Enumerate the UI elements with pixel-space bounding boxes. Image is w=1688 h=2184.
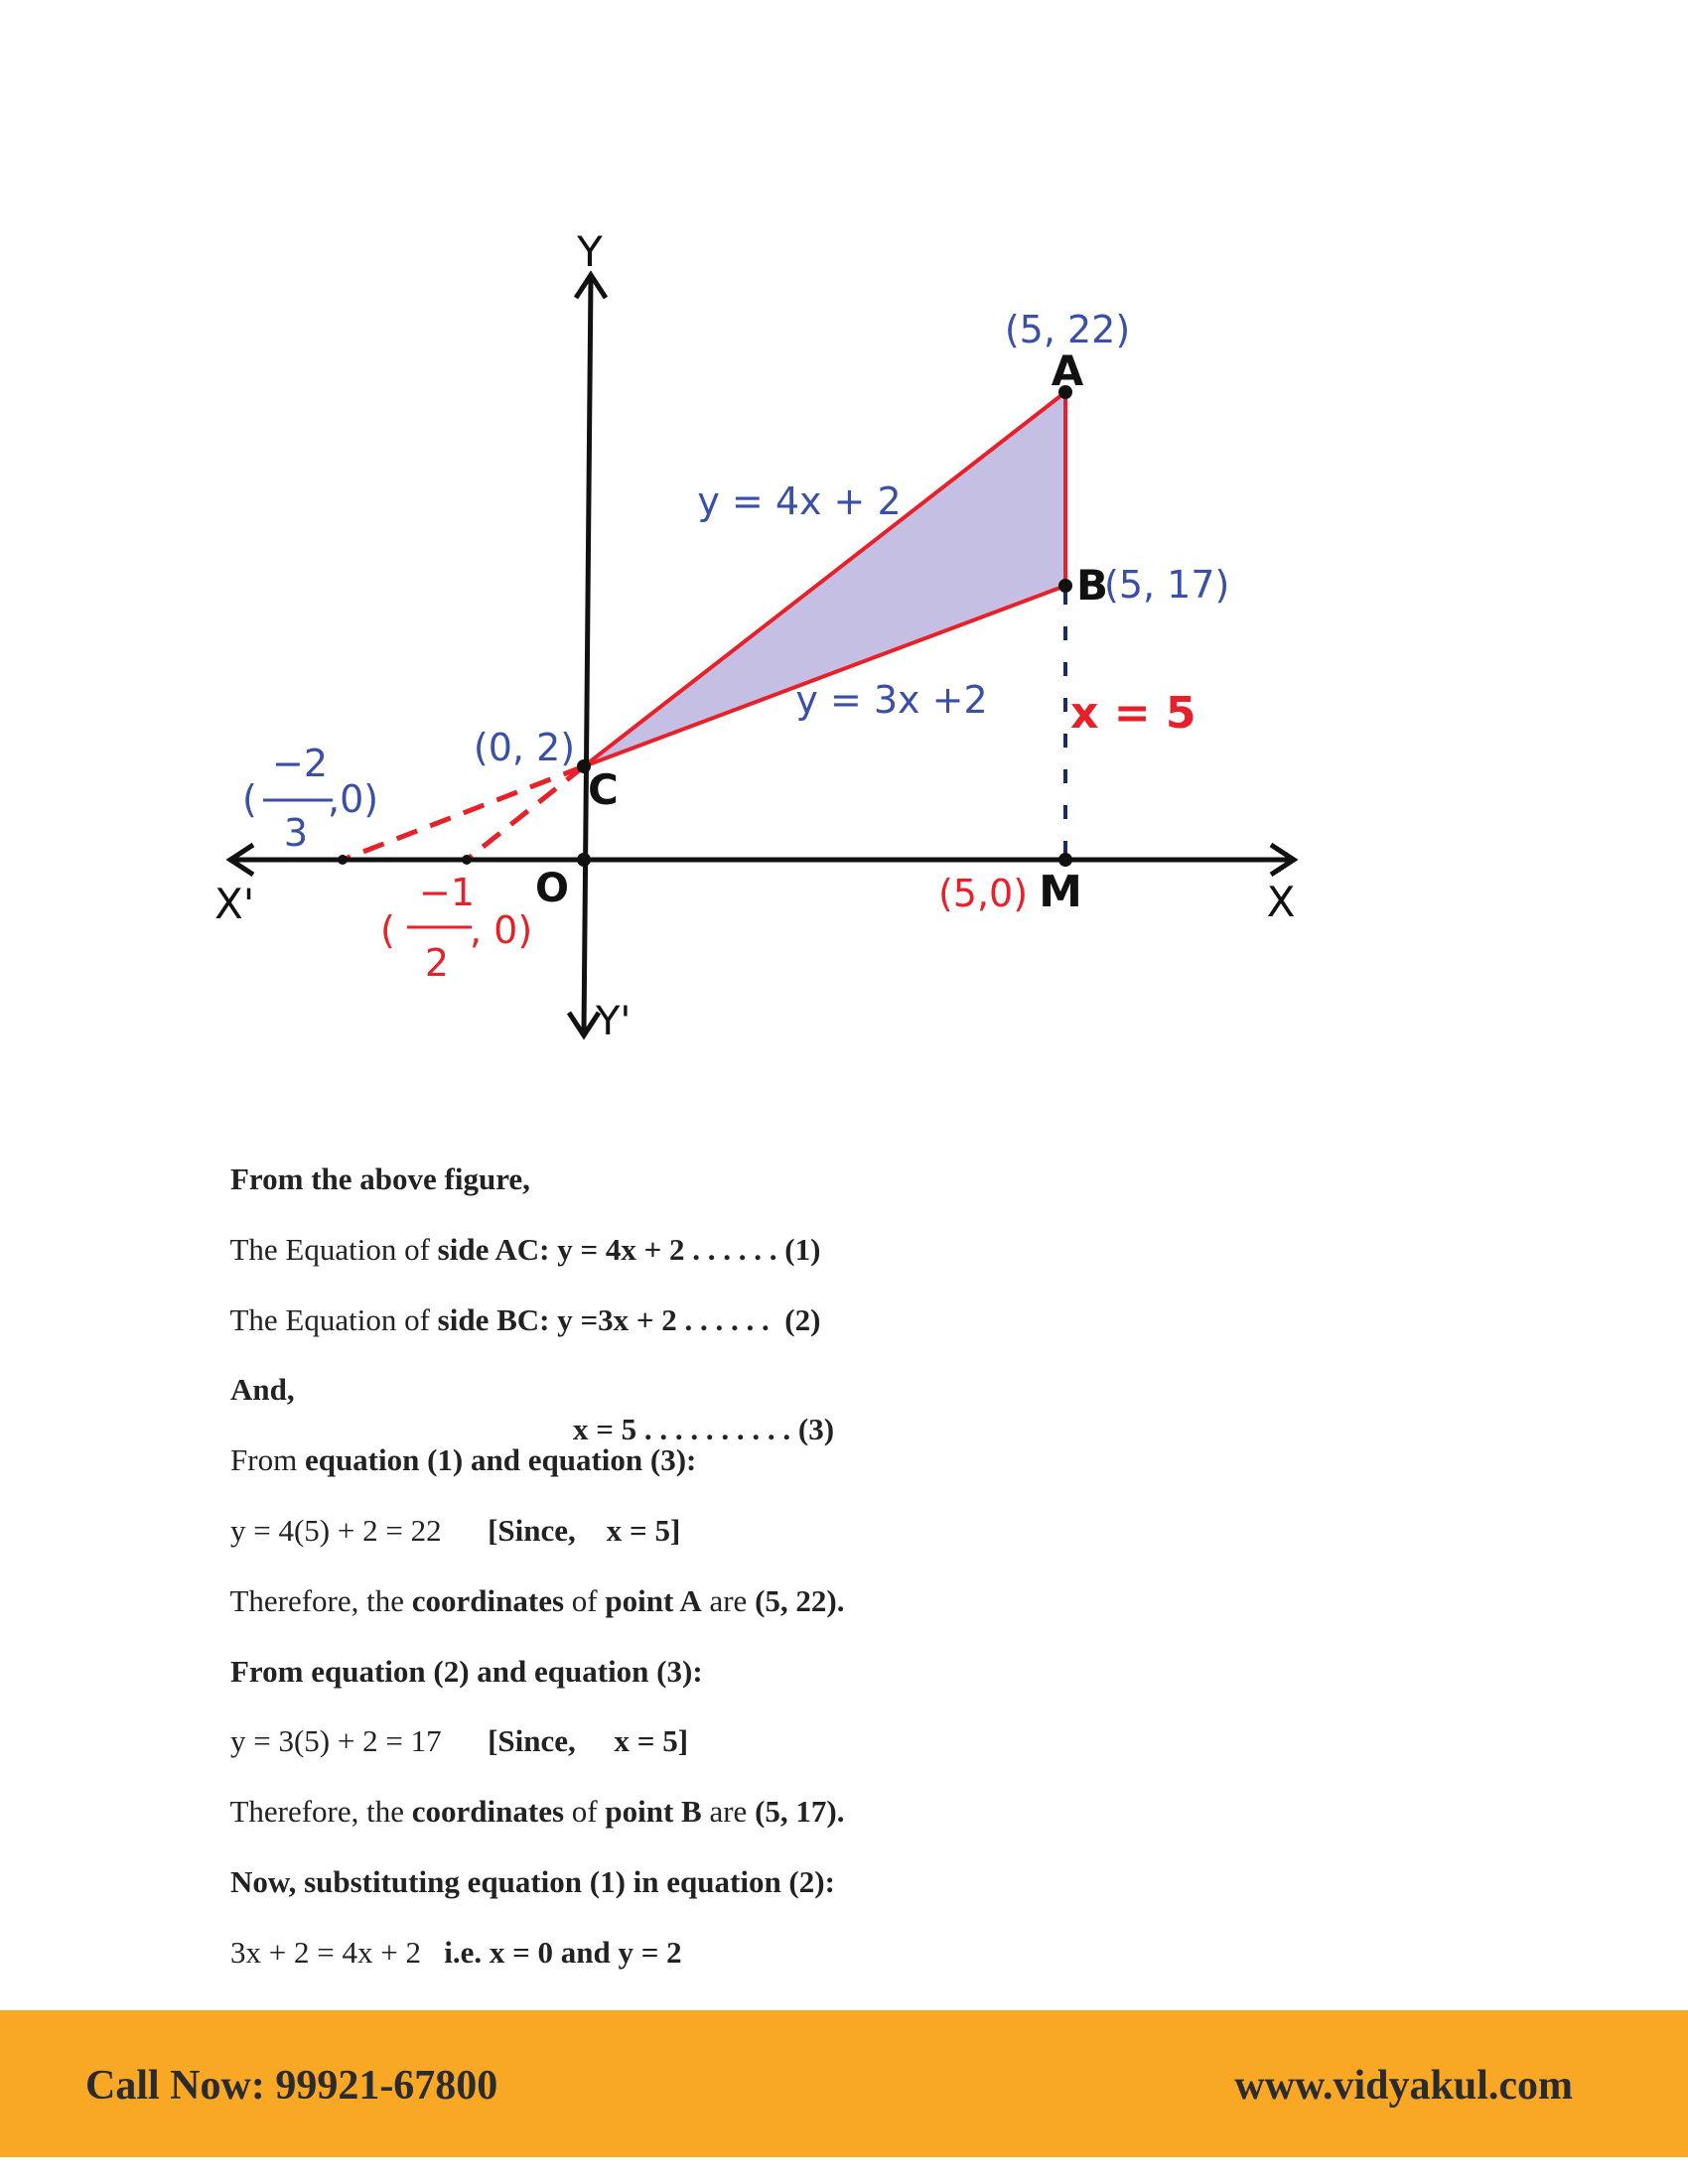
point-m-coord: (5,0)	[937, 872, 1029, 915]
text-line-1-bold: From the above figure,	[230, 1161, 530, 1196]
text-line-2-b: side AC: y = 4x + 2 . . . . . . (1)	[437, 1232, 821, 1267]
text-line-7-b: coordinates	[411, 1583, 565, 1618]
point-b-coord: (5, 17)	[1104, 563, 1230, 607]
intercept-bc-open: (	[380, 908, 395, 952]
equation-bc-label: y = 3x +2	[795, 678, 988, 722]
text-line-11-bold: Now, substituting equation (1) in equation (2):	[230, 1864, 835, 1899]
intercept-ac-dot	[338, 855, 348, 865]
axis-label-x-neg: X'	[214, 880, 255, 928]
footer-bar	[0, 2010, 1688, 2157]
point-b-dot	[1058, 579, 1072, 593]
text-line-10-e: are	[701, 1794, 756, 1829]
text-line-4-a: And,	[230, 1372, 295, 1407]
text-line-10-f: (5, 17).	[755, 1794, 845, 1829]
text-line-5-a: From	[230, 1442, 305, 1477]
point-m-label: M	[1039, 867, 1082, 917]
intercept-ac-numerator: −2	[271, 742, 329, 785]
point-c-label: C	[588, 765, 619, 814]
point-m-dot	[1058, 853, 1072, 867]
text-line-12-b: i.e. x = 0 and y = 2	[444, 1935, 682, 1970]
intercept-bc-dot	[462, 855, 472, 865]
text-line-5-b: equation (1) and equation (3):	[304, 1442, 697, 1477]
axis-label-y: Y	[577, 227, 603, 276]
intercept-ac-close: ,0)	[328, 777, 379, 821]
text-line-3-b: side BC: y =3x + 2 . . . . . . (2)	[437, 1302, 821, 1337]
intercept-bc-denominator: 2	[424, 941, 450, 985]
text-line-9-a: y = 3(5) + 2 = 17	[230, 1723, 489, 1758]
text-line-7-c: of	[564, 1583, 606, 1618]
footer-website-link[interactable]: www.vidyakul.com	[1234, 2063, 1573, 2109]
text-line-7-a: Therefore, the	[229, 1583, 412, 1618]
text-line-10-b: coordinates	[411, 1794, 565, 1829]
text-line-7-d: point A	[605, 1583, 702, 1618]
axis-label-y-neg: Y'	[596, 999, 632, 1044]
text-line-4-b: x = 5 . . . . . . . . . . (3)	[573, 1412, 835, 1446]
origin-label: O	[534, 866, 570, 911]
intercept-ac-denominator: 3	[283, 811, 309, 855]
text-line-10-c: of	[564, 1794, 606, 1829]
equation-ac-label: y = 4x + 2	[697, 479, 902, 523]
point-b-label: B	[1076, 561, 1109, 610]
text-line-6-b: [Since, x = 5]	[488, 1513, 681, 1548]
y-axis	[584, 278, 591, 1032]
text-line-10-a: Therefore, the	[229, 1794, 412, 1829]
dashed-line-bc-extension	[467, 766, 584, 860]
text-line-9-b: [Since, x = 5]	[488, 1723, 689, 1758]
text-line-12	[200, 1893, 682, 2012]
text-line-2-a: The Equation of	[229, 1232, 438, 1267]
axis-label-x: X	[1266, 878, 1296, 926]
text-line-7-f: (5, 22).	[755, 1583, 845, 1618]
origin-dot	[577, 853, 591, 867]
text-line-3-a: The Equation of	[229, 1302, 438, 1337]
text-line-7-e: are	[701, 1583, 756, 1618]
intercept-ac-open: (	[242, 777, 257, 821]
text-line-10-d: point B	[605, 1794, 702, 1829]
dashed-line-ac-extension	[343, 766, 584, 860]
equation-vertical-label: x = 5	[1070, 688, 1196, 739]
coordinate-figure	[199, 218, 1340, 1062]
footer-phone[interactable]: Call Now: 99921-67800	[85, 2063, 498, 2109]
text-line-12-a: 3x + 2 = 4x + 2	[230, 1935, 445, 1970]
text-line-8-bold: From equation (2) and equation (3):	[230, 1654, 703, 1689]
intercept-bc-close: , 0)	[470, 908, 533, 952]
point-a-label: A	[1051, 346, 1084, 395]
point-c-coord: (0, 2)	[473, 726, 576, 769]
text-line-6-a: y = 4(5) + 2 = 22	[230, 1513, 489, 1548]
intercept-bc-numerator: −1	[418, 871, 476, 914]
point-a-coord: (5, 22)	[1004, 308, 1131, 351]
